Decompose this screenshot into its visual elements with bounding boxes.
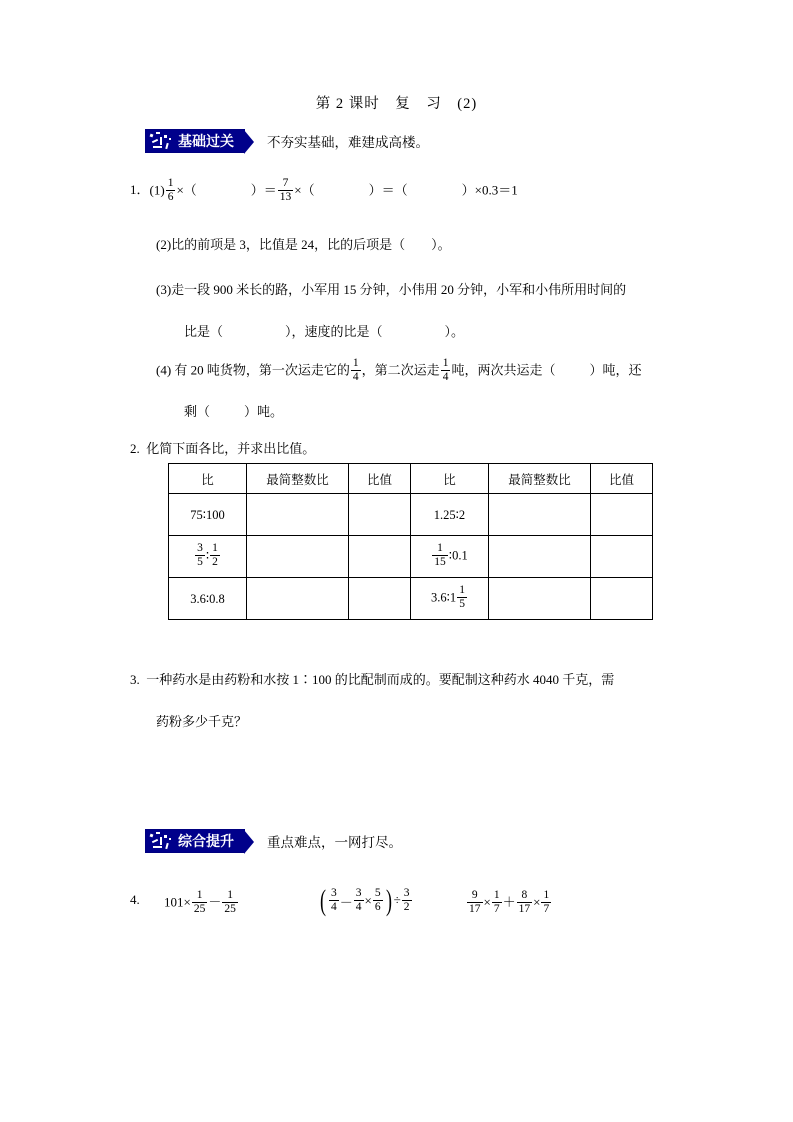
left-paren: (	[320, 884, 326, 918]
question-3-line1	[130, 668, 614, 693]
fraction-9-17: $\frac{9}{17}$	[469, 889, 481, 915]
q1-sub1-prefix: (1)	[149, 182, 165, 198]
table-header-row	[169, 464, 653, 494]
fraction-3-2: $\frac{3}{2}$	[403, 887, 410, 913]
table-header-cell: 比值	[349, 464, 411, 494]
table-cell-answer[interactable]	[349, 494, 411, 536]
expr2-divide: ÷	[393, 892, 401, 908]
question-4-number	[130, 892, 140, 908]
expr1-minus: －	[208, 894, 222, 910]
table-header-cell: 最简整数比	[247, 464, 349, 494]
fraction-1-5: $\frac{1}{5}$	[459, 584, 465, 610]
fraction-1-25-b: $\frac{1}{25}$	[224, 889, 236, 915]
table-row	[169, 578, 653, 620]
q1-times-1: ×（	[176, 182, 197, 198]
table-row	[169, 494, 653, 536]
table-cell-answer[interactable]	[349, 578, 411, 620]
paren-group	[318, 884, 394, 918]
fraction-3-4-b: $\frac{3}{4}$	[355, 887, 362, 913]
q4-number: 4.	[130, 892, 140, 907]
fraction-1-7-a: $\frac{1}{7}$	[493, 889, 500, 915]
page-title: 第 2 课时 复 习 (2)	[315, 96, 478, 112]
banner-caption-basics: 不夯实基础，难建成高楼。	[267, 135, 429, 150]
expr3-times-2: ×	[533, 894, 541, 910]
table-cell-answer[interactable]	[591, 494, 653, 536]
question-3-line2: 药粉多少千克？	[156, 714, 248, 729]
table-cell-answer[interactable]	[349, 536, 411, 578]
q1-p3-text-b: ），速度的比是（	[285, 324, 383, 339]
right-paren: )	[385, 884, 392, 918]
ratio-separator: ∶	[205, 548, 210, 563]
fraction-1-4-second: $\frac{1}{4}$	[442, 357, 449, 383]
q1-number: 1．	[130, 182, 150, 198]
table-cell-ratio	[411, 578, 489, 620]
star-burst-icon	[148, 131, 176, 153]
fraction-1-15: $\frac{1}{15}$	[434, 542, 446, 568]
q1-close-3: ）×0.3＝1	[461, 182, 518, 198]
table-cell-answer[interactable]	[247, 536, 349, 578]
question-1-part-4-line1	[156, 358, 641, 385]
banner-label-advanced: 综合提升	[178, 833, 234, 849]
table-cell-ratio: 1.25∶2	[411, 494, 489, 536]
simplify-ratio-table-wrapper	[168, 463, 653, 620]
question-1-part-4-line2	[184, 400, 283, 425]
question-1-part-3-line1: (3)走一段 900 米长的路，小军用 15 分钟，小伟用 20 分钟，小军和小伟所用时间的	[156, 282, 627, 297]
question-1-part-3-line2	[184, 320, 464, 345]
expr3-plus: ＋	[502, 894, 516, 910]
fraction-1-6: $\frac{1}{6}$	[167, 177, 174, 203]
banner-box-basics	[145, 129, 245, 153]
table-cell-answer[interactable]	[247, 578, 349, 620]
fraction-3-4: $\frac{3}{4}$	[331, 887, 337, 913]
table-header-cell: 比	[411, 464, 489, 494]
fraction-1-7-b: $\frac{1}{7}$	[543, 889, 550, 915]
q1-p3-text-c: ）。	[444, 324, 465, 339]
q1-p4-text-c: 吨，两次共运走（	[451, 362, 556, 378]
question-2	[130, 437, 315, 462]
q3-text-line1: 一种药水是由药粉和水按 1∶100 的比配制而成的。要配制这种药水 4040 千克，需	[146, 672, 615, 687]
expr1-lead: 101×	[164, 894, 191, 910]
table-cell-answer[interactable]	[591, 536, 653, 578]
banner-box-advanced	[145, 829, 245, 853]
table-header-cell: 比	[169, 464, 247, 494]
q2-text: 化简下面各比，并求出比值。	[146, 441, 316, 456]
table-cell-ratio: 75∶100	[169, 494, 247, 536]
fraction-1-2: $\frac{1}{2}$	[212, 542, 218, 568]
fraction-5-6: $\frac{5}{6}$	[374, 887, 381, 913]
table-cell-answer[interactable]	[489, 578, 591, 620]
table-cell-answer[interactable]	[489, 536, 591, 578]
fraction-7-13: $\frac{7}{13}$	[279, 177, 292, 203]
expr3-times-1: ×	[483, 894, 491, 910]
decimal-value: 0.1	[452, 548, 468, 563]
banner-caption-advanced: 重点难点，一网打尽。	[267, 835, 402, 850]
q1-p4-text-d: ）吨，还	[589, 362, 642, 378]
fraction-8-17: $\frac{8}{17}$	[518, 889, 531, 915]
table-cell-answer[interactable]	[247, 494, 349, 536]
ratio-prefix: 3.6∶1	[431, 590, 457, 605]
table-header-cell: 比值	[591, 464, 653, 494]
table-cell-ratio: 3.6∶0.8	[169, 578, 247, 620]
q1-p3-text-a: 比是（	[184, 324, 224, 339]
table-cell-ratio	[169, 536, 247, 578]
q1-close-2: ）＝（	[368, 182, 408, 198]
simplify-ratio-table	[168, 463, 653, 620]
banner-label-basics: 基础过关	[178, 133, 234, 149]
expr2-times: ×	[364, 893, 372, 909]
q1-p4-text-b: ，第二次运走	[361, 362, 440, 378]
question-1-part-2: (2)比的前项是 3，比值是 24，比的后项是（ ）。	[156, 237, 451, 252]
q2-number: 2.	[130, 441, 140, 456]
table-cell-answer[interactable]	[489, 494, 591, 536]
section-banner-advanced	[145, 828, 402, 854]
ratio-separator: ∶	[448, 548, 453, 563]
fraction-1-4-first: $\frac{1}{4}$	[352, 357, 359, 383]
q1-p4-text-e: 剩（	[184, 404, 211, 419]
q1-close-1: ）＝	[250, 182, 277, 198]
table-header-cell: 最简整数比	[489, 464, 591, 494]
section-banner-basics	[145, 128, 429, 154]
table-cell-answer[interactable]	[591, 578, 653, 620]
star-burst-icon	[148, 831, 176, 853]
question-4-expression-2	[318, 884, 413, 918]
question-1-part-1	[130, 178, 518, 205]
question-4-expression-3	[466, 890, 552, 917]
fraction-1-25-a: $\frac{1}{25}$	[193, 889, 206, 915]
table-row	[169, 536, 653, 578]
fraction-3-5: $\frac{3}{5}$	[197, 542, 203, 568]
question-4-expression-1	[164, 890, 239, 917]
q1-times-2: ×（	[294, 182, 315, 198]
q3-number: 3.	[130, 672, 140, 687]
q1-p4-text-a: (4) 有 20 吨货物，第一次运走它的	[156, 362, 350, 378]
expr2-minus: －	[339, 894, 353, 910]
table-cell-ratio	[411, 536, 489, 578]
q1-p4-text-f: ）吨。	[244, 404, 284, 419]
